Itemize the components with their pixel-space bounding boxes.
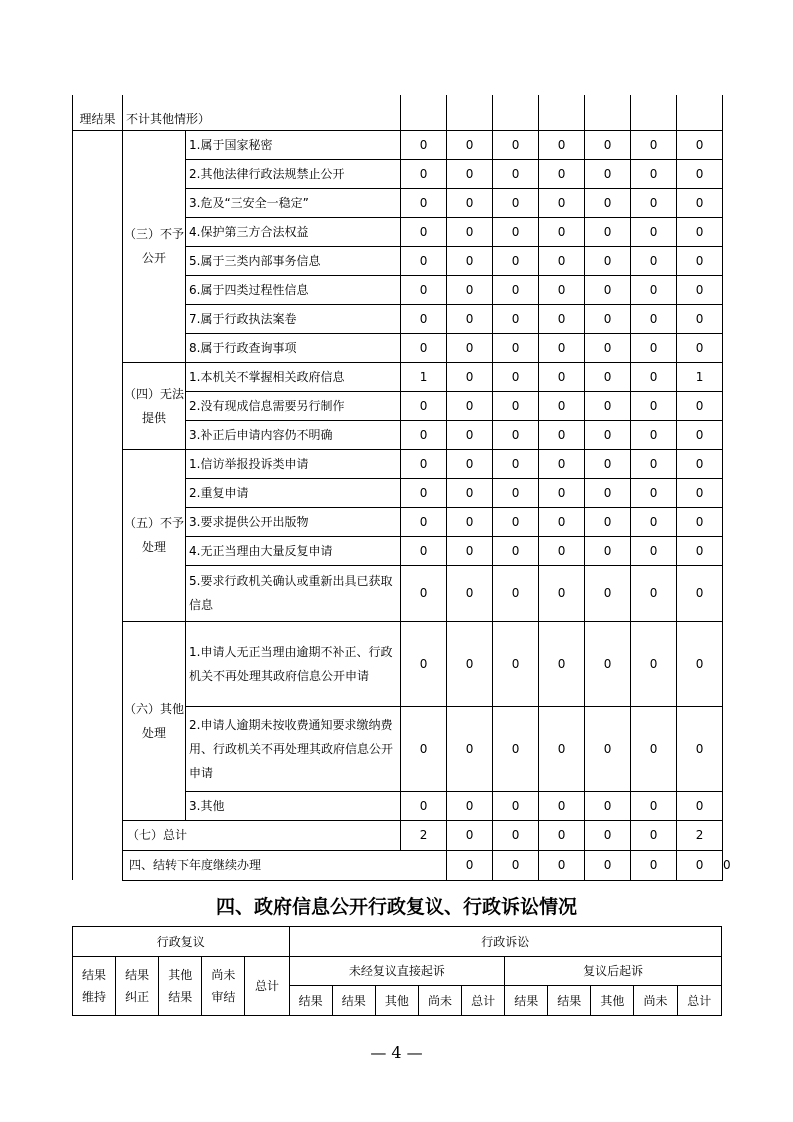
- value-cell: 0: [493, 333, 539, 362]
- group-column: [73, 130, 123, 880]
- row-label: 2.申请人逾期未按收费通知要求缴纳费用、行政机关不再处理其政府信息公开申请: [186, 706, 401, 791]
- value-cell: 0: [539, 791, 585, 820]
- value-cell: 0: [631, 565, 677, 621]
- value-cell: 0: [585, 333, 631, 362]
- value-cell: 0: [447, 536, 493, 565]
- value-cell: 0: [447, 333, 493, 362]
- value-cell: 0: [631, 188, 677, 217]
- value-cell: 0: [539, 507, 585, 536]
- section-title: 四、政府信息公开行政复议、行政诉讼情况: [215, 896, 577, 918]
- sub-col-header: 结果: [332, 986, 375, 1016]
- value-cell: 0: [677, 391, 723, 420]
- row-label: 6.属于四类过程性信息: [186, 275, 401, 304]
- value-cell: 0: [631, 217, 677, 246]
- row-label: 1.信访举报投诉类申请: [186, 449, 401, 478]
- value-cell: 0: [631, 507, 677, 536]
- value-cell: 0: [585, 850, 631, 880]
- value-cell: 0: [493, 391, 539, 420]
- value-cell: 0: [585, 246, 631, 275]
- value-cell: 0: [585, 536, 631, 565]
- value-cell: 0: [677, 621, 723, 706]
- sub-col-header: 结果: [289, 986, 332, 1016]
- row-label: 3.危及“三安全一稳定”: [186, 188, 401, 217]
- table-row: [73, 820, 723, 850]
- value-cell: 0: [493, 130, 539, 159]
- value-cell: 0: [677, 536, 723, 565]
- sub-col-header: 其他: [375, 986, 418, 1016]
- value-cell: 0: [401, 478, 447, 507]
- after-review-header: 复议后起诉: [505, 957, 722, 986]
- value-cell: 0: [493, 621, 539, 706]
- value-cell: 0: [677, 217, 723, 246]
- value-cell: 0: [631, 391, 677, 420]
- value-cell: 0: [539, 217, 585, 246]
- value-cell: 0: [447, 304, 493, 333]
- value-cell: 1: [677, 362, 723, 391]
- value-cell: 0: [585, 621, 631, 706]
- value-cell: 0: [585, 420, 631, 449]
- row-label: 3.要求提供公开出版物: [186, 507, 401, 536]
- row-label: 8.属于行政查询事项: [186, 333, 401, 362]
- value-cell: 0: [493, 791, 539, 820]
- review-total-header: 总计: [245, 957, 289, 1016]
- value-cell: 0: [677, 275, 723, 304]
- value-cell: 0: [493, 820, 539, 850]
- value-cell: 0: [447, 621, 493, 706]
- value-cell: 0: [677, 159, 723, 188]
- value-cell: 0: [447, 159, 493, 188]
- value-cell: 0: [493, 449, 539, 478]
- value-cell: 0: [401, 565, 447, 621]
- value-cell: 0: [631, 304, 677, 333]
- value-cell: 0: [539, 565, 585, 621]
- value-cell: 0: [677, 304, 723, 333]
- value-cell: 0: [401, 304, 447, 333]
- row-label: 4.保护第三方合法权益: [186, 217, 401, 246]
- value-cell: [539, 95, 585, 130]
- carry-over-label: 四、结转下年度继续办理: [123, 850, 447, 880]
- value-cell: 0: [401, 420, 447, 449]
- value-cell: 0: [447, 706, 493, 791]
- sub-col-header: 结果: [548, 986, 591, 1016]
- value-cell: 0: [539, 850, 585, 880]
- value-cell: 0: [631, 478, 677, 507]
- value-cell: 0: [585, 159, 631, 188]
- value-cell: 0: [447, 850, 493, 880]
- review-col-header: 结果 纠正: [116, 957, 159, 1016]
- value-cell: 0: [539, 333, 585, 362]
- review-header: 行政复议: [73, 927, 290, 957]
- value-cell: 2: [677, 820, 723, 850]
- review-litigation-table: [72, 926, 722, 1016]
- value-cell: 0: [539, 159, 585, 188]
- value-cell: 0: [539, 275, 585, 304]
- value-cell: 0: [677, 420, 723, 449]
- value-cell: 0: [401, 275, 447, 304]
- row-label: 2.重复申请: [186, 478, 401, 507]
- value-cell: 0: [401, 188, 447, 217]
- value-cell: 0: [539, 820, 585, 850]
- value-cell: 0: [585, 275, 631, 304]
- value-cell: 0: [539, 391, 585, 420]
- value-cell: 0: [493, 850, 539, 880]
- total-label: （七）总计: [123, 820, 401, 850]
- value-cell: 0: [585, 217, 631, 246]
- row-label: 1.申请人无正当理由逾期不补正、行政机关不再处理其政府信息公开申请: [186, 621, 401, 706]
- row-label: 1.属于国家秘密: [186, 130, 401, 159]
- value-cell: 0: [493, 565, 539, 621]
- row-label: 不计其他情形）: [123, 95, 401, 130]
- value-cell: 0: [493, 536, 539, 565]
- value-cell: 0: [447, 275, 493, 304]
- value-cell: 0: [539, 304, 585, 333]
- value-cell: 0: [401, 159, 447, 188]
- value-cell: 0: [447, 478, 493, 507]
- value-cell: [585, 95, 631, 130]
- value-cell: 0: [677, 333, 723, 362]
- value-cell: 0: [631, 621, 677, 706]
- row-label: 2.其他法律行政法规禁止公开: [186, 159, 401, 188]
- row-label: 7.属于行政执法案卷: [186, 304, 401, 333]
- value-cell: 0: [401, 706, 447, 791]
- value-cell: 0: [585, 820, 631, 850]
- value-cell: 0: [539, 246, 585, 275]
- value-cell: 0: [585, 362, 631, 391]
- value-cell: 0: [401, 449, 447, 478]
- table-row: [73, 362, 723, 391]
- value-cell: 0: [493, 188, 539, 217]
- sub-col-header: 总计: [677, 986, 721, 1016]
- review-col-header: 尚未 审结: [202, 957, 245, 1016]
- value-cell: 0: [493, 706, 539, 791]
- value-cell: 0: [585, 507, 631, 536]
- value-cell: 0: [493, 246, 539, 275]
- table-row: [73, 95, 723, 130]
- value-cell: 0: [631, 130, 677, 159]
- value-cell: 0: [631, 449, 677, 478]
- value-cell: 0: [539, 188, 585, 217]
- value-cell: 0: [677, 449, 723, 478]
- value-cell: 0: [677, 507, 723, 536]
- table-row: [73, 449, 723, 478]
- category-label: （四）无法提供: [123, 362, 186, 449]
- sub-col-header: 尚未: [418, 986, 461, 1016]
- value-cell: 0: [447, 362, 493, 391]
- value-cell: 0: [677, 246, 723, 275]
- table-row: [73, 621, 723, 706]
- litigation-header: 行政诉讼: [289, 927, 721, 957]
- value-cell: 0: [447, 391, 493, 420]
- category-label: （六）其他处理: [123, 621, 186, 820]
- category-label: （五）不予处理: [123, 449, 186, 621]
- table-row: 四、结转下年度继续办理 0 0 0 0 0 0 0: [73, 850, 723, 880]
- value-cell: 0: [493, 275, 539, 304]
- value-cell: 0: [401, 391, 447, 420]
- row-group-label: 理结果: [73, 95, 123, 130]
- value-cell: 0: [447, 449, 493, 478]
- table-row: [73, 130, 723, 159]
- value-cell: 0: [677, 188, 723, 217]
- value-cell: 0: [447, 507, 493, 536]
- value-cell: 0: [493, 478, 539, 507]
- value-cell: 0: [585, 304, 631, 333]
- value-cell: 0: [401, 130, 447, 159]
- value-cell: 0: [631, 791, 677, 820]
- value-cell: 0: [631, 706, 677, 791]
- value-cell: 0: [585, 130, 631, 159]
- value-cell: 0: [585, 188, 631, 217]
- value-cell: 0: [493, 362, 539, 391]
- value-cell: [401, 95, 447, 130]
- value-cell: 0: [401, 333, 447, 362]
- value-cell: 0: [677, 478, 723, 507]
- value-cell: 0: [539, 420, 585, 449]
- value-cell: 0: [447, 565, 493, 621]
- value-cell: 0: [539, 130, 585, 159]
- value-cell: 0: [493, 507, 539, 536]
- value-cell: 0: [447, 130, 493, 159]
- value-cell: 0: [677, 565, 723, 621]
- value-cell: 0: [401, 507, 447, 536]
- value-cell: 0: [447, 420, 493, 449]
- value-cell: 0: [401, 246, 447, 275]
- results-table: [72, 95, 731, 881]
- category-label: （三）不予公开: [123, 130, 186, 362]
- page-number: — 4 —: [370, 1043, 423, 1062]
- value-cell: 0: [401, 217, 447, 246]
- value-cell: 0: [585, 706, 631, 791]
- row-label: 1.本机关不掌握相关政府信息: [186, 362, 401, 391]
- value-cell: 0: [585, 791, 631, 820]
- value-cell: [677, 95, 723, 130]
- value-cell: 2: [401, 820, 447, 850]
- value-cell: 0: [631, 850, 677, 880]
- sub-col-header: 总计: [462, 986, 505, 1016]
- value-cell: 0: [677, 130, 723, 159]
- value-cell: 0: [631, 275, 677, 304]
- sub-col-header: 尚未: [634, 986, 677, 1016]
- value-cell: 0: [585, 391, 631, 420]
- value-cell: 0: [539, 362, 585, 391]
- row-label: 3.其他: [186, 791, 401, 820]
- value-cell: 0: [539, 536, 585, 565]
- value-cell: 0: [585, 565, 631, 621]
- row-label: 5.属于三类内部事务信息: [186, 246, 401, 275]
- direct-litigation-header: 未经复议直接起诉: [289, 957, 505, 986]
- value-cell: 0: [677, 791, 723, 820]
- value-cell: 0: [677, 850, 723, 880]
- value-cell: 1: [401, 362, 447, 391]
- value-cell: 0: [585, 478, 631, 507]
- value-cell: 0: [447, 820, 493, 850]
- value-cell: 0: [401, 791, 447, 820]
- value-cell: 0: [493, 159, 539, 188]
- row-label: 4.无正当理由大量反复申请: [186, 536, 401, 565]
- row-label: 2.没有现成信息需要另行制作: [186, 391, 401, 420]
- value-cell: [493, 95, 539, 130]
- row-label: 3.补正后申请内容仍不明确: [186, 420, 401, 449]
- value-cell: 0: [539, 449, 585, 478]
- value-cell: 0: [493, 304, 539, 333]
- value-cell: 0: [447, 791, 493, 820]
- value-cell: 0: [493, 217, 539, 246]
- value-cell: 0: [447, 217, 493, 246]
- value-cell: 0: [539, 706, 585, 791]
- value-cell: 0: [631, 333, 677, 362]
- value-cell: 0: [585, 449, 631, 478]
- value-cell: 0: [631, 246, 677, 275]
- value-cell: 0: [539, 478, 585, 507]
- value-cell: 0: [447, 246, 493, 275]
- value-cell: 0: [631, 159, 677, 188]
- value-cell: [631, 95, 677, 130]
- value-cell: 0: [631, 362, 677, 391]
- value-cell: 0: [401, 621, 447, 706]
- value-cell: 0: [493, 420, 539, 449]
- value-cell: 0: [401, 536, 447, 565]
- value-cell: [447, 95, 493, 130]
- value-cell: 0: [631, 820, 677, 850]
- value-cell: 0: [631, 420, 677, 449]
- sub-col-header: 其他: [591, 986, 634, 1016]
- value-cell: 0: [539, 621, 585, 706]
- sub-col-header: 结果: [505, 986, 548, 1016]
- review-col-header: 结果 维持: [73, 957, 116, 1016]
- review-col-header: 其他 结果: [159, 957, 202, 1016]
- row-label: 5.要求行政机关确认或重新出具已获取信息: [186, 565, 401, 621]
- value-cell: 0: [447, 188, 493, 217]
- value-cell: 0: [677, 706, 723, 791]
- value-cell: 0: [631, 536, 677, 565]
